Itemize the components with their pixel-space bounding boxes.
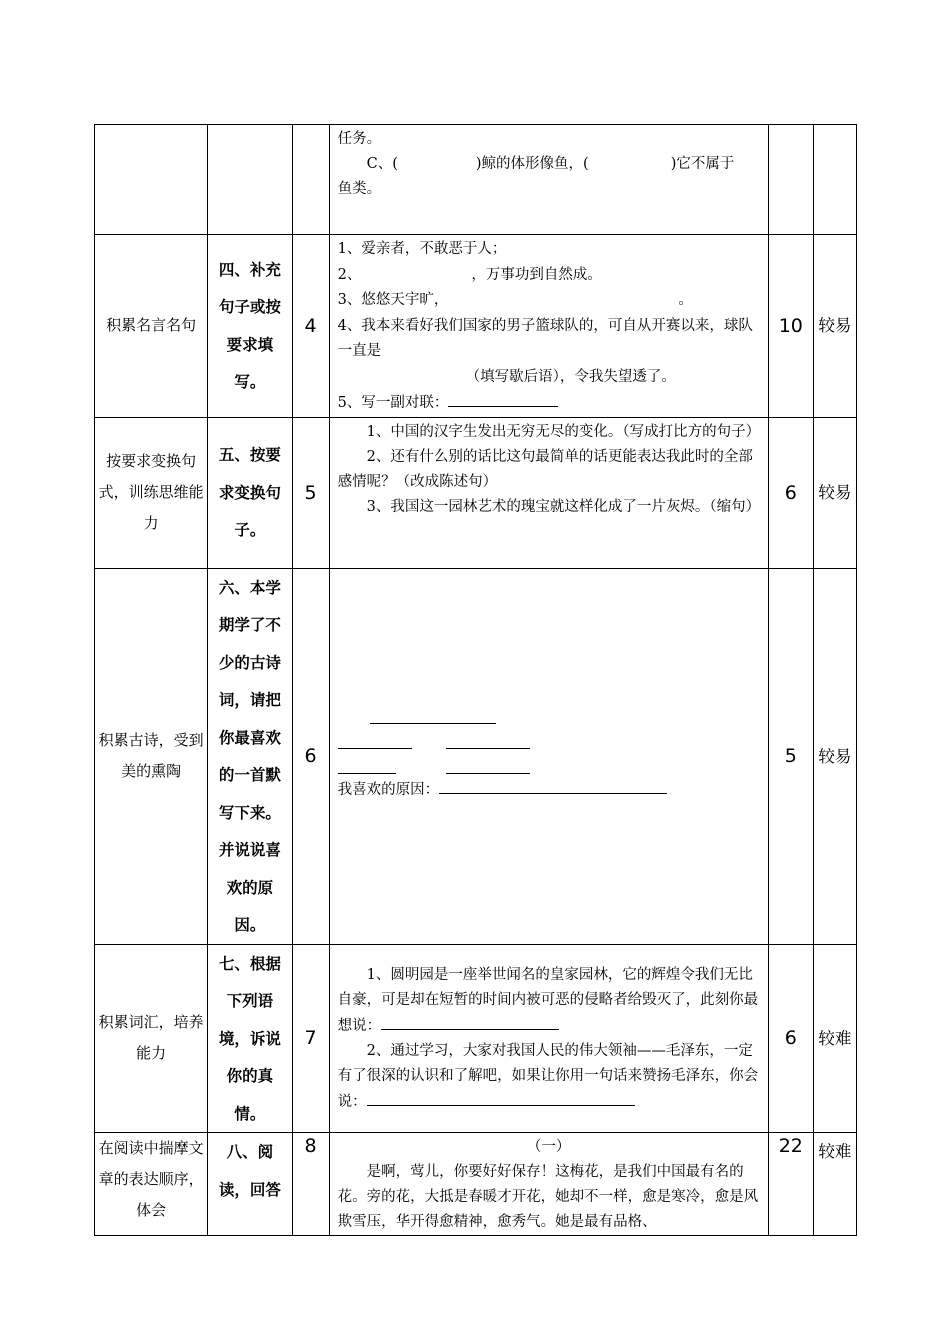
number-cell: 6: [292, 568, 329, 944]
score-cell: 10: [768, 235, 813, 418]
table-row: [95, 125, 857, 235]
content-line: [338, 263, 760, 289]
difficulty-cell: [813, 125, 856, 235]
content-line: [338, 288, 760, 314]
content-line: 1、爱亲者，不敢恶于人；: [337, 241, 507, 257]
difficulty-cell: 较难: [813, 1133, 856, 1236]
passage-text: 是啊，莺儿，你要好好保存！这梅花，是我们中国最有名的花。旁的花，大抵是春暖才开花，她却不一样，愈是寒冷，愈是风欺雪压，华开得愈精神，愈秀气。她是最有品格、: [337, 1164, 759, 1230]
question-cell: [208, 125, 292, 235]
answer-line[interactable]: [370, 707, 496, 724]
score-cell: [768, 125, 813, 235]
objective-cell: 积累古诗，受到美的熏陶: [95, 568, 208, 944]
text: 。: [678, 292, 693, 308]
objective-cell: 积累名言名句: [95, 235, 208, 418]
number-cell: 7: [292, 944, 329, 1133]
number-cell: 4: [292, 235, 329, 418]
text: 2、: [337, 266, 362, 283]
answer-line[interactable]: [446, 757, 530, 774]
exam-table: [94, 124, 857, 1236]
answer-line[interactable]: [367, 1089, 635, 1106]
objective-cell: [95, 125, 208, 235]
table-row: [95, 235, 857, 418]
answer-line[interactable]: [448, 390, 558, 407]
objective-cell: 按要求变换句式，训练思维能力: [95, 417, 208, 568]
content-line: [338, 777, 668, 803]
question-cell: 六、本学期学了不少的古诗词，请把你最喜欢的一首默写下来。并说说喜欢的原因。: [208, 568, 292, 944]
objective-cell: 在阅读中揣摩文章的表达顺序，体会: [95, 1133, 208, 1236]
passage-heading: （一）: [526, 1139, 571, 1155]
table-row: [95, 417, 857, 568]
text: )它不属于: [670, 156, 735, 172]
number-cell: 5: [292, 417, 329, 568]
content-cell: [329, 568, 768, 944]
text: 3、悠悠天宇旷，: [337, 292, 449, 308]
content-line: [338, 1039, 760, 1115]
text: )鲸的体形像鱼，(: [475, 156, 589, 172]
difficulty-cell: 较难: [813, 944, 856, 1133]
answer-line[interactable]: [446, 732, 530, 749]
answer-line[interactable]: [338, 732, 412, 749]
content-line: 2、还有什么别的话比这句最简单的话更能表达我此时的全部感情呢？（改成陈述句）: [337, 448, 753, 490]
score-cell: 6: [768, 417, 813, 568]
content-line: 4、我本来看好我们国家的男子篮球队的，可自从开赛以来，球队一直是: [337, 317, 753, 359]
text: C、(: [366, 156, 398, 172]
score-cell: 5: [768, 568, 813, 944]
difficulty-cell: 较易: [813, 417, 856, 568]
answer-line[interactable]: [381, 1013, 559, 1030]
text: 5、写一副对联：: [337, 395, 449, 411]
content-cell: [329, 417, 768, 568]
content-line: 鱼类。: [337, 181, 382, 197]
question-cell: 五、按要求变换句子。: [208, 417, 292, 568]
content-line: [338, 963, 760, 1039]
answer-line[interactable]: [439, 777, 667, 794]
difficulty-cell: 较易: [813, 568, 856, 944]
content-line: 任务。: [337, 131, 382, 147]
content-line: [338, 390, 760, 417]
table-row: [95, 568, 857, 944]
score-cell: 22: [768, 1133, 813, 1236]
content-cell: [329, 125, 768, 235]
text: ，万事功到自然成。: [471, 266, 602, 283]
table-row: [95, 944, 857, 1133]
text: （填写歇后语），令我失望透了。: [465, 368, 676, 385]
content-cell: [329, 235, 768, 418]
text: 1、圆明园是一座举世闻名的皇家园林，它的辉煌令我们无比自豪，可是却在短暂的时间内被可恶的侵略者给毁灭了，此刻你最想说：: [337, 967, 759, 1035]
objective-cell: 积累词汇，培养能力: [95, 944, 208, 1133]
score-cell: 6: [768, 944, 813, 1133]
content-line: [338, 152, 760, 177]
poem-answer-area[interactable]: [338, 707, 760, 807]
content-line: 1、中国的汉字生发出无穷无尽的变化。（写成打比方的句子）: [366, 423, 761, 440]
content-line: [338, 365, 760, 391]
question-cell: 四、补充句子或按要求填写。: [208, 235, 292, 418]
number-cell: [292, 125, 329, 235]
content-line: 3、我国这一园林艺术的瑰宝就这样化成了一片灰烬。（缩句）: [366, 498, 761, 515]
text: 2、通过学习，大家对我国人民的伟大领袖——毛泽东，一定有了很深的认识和了解吧，如果让你用一句话来赞扬毛泽东，你会说：: [337, 1043, 759, 1111]
text: 我喜欢的原因：: [337, 782, 440, 798]
question-cell: 七、根据下列语境，诉说你的真情。: [208, 944, 292, 1133]
answer-line[interactable]: [338, 757, 396, 774]
difficulty-cell: 较易: [813, 235, 856, 418]
table-row: [95, 1133, 857, 1236]
number-cell: 8: [292, 1133, 329, 1236]
question-cell: 八、阅读，回答: [208, 1133, 292, 1236]
content-cell: [329, 944, 768, 1133]
content-cell: [329, 1133, 768, 1236]
